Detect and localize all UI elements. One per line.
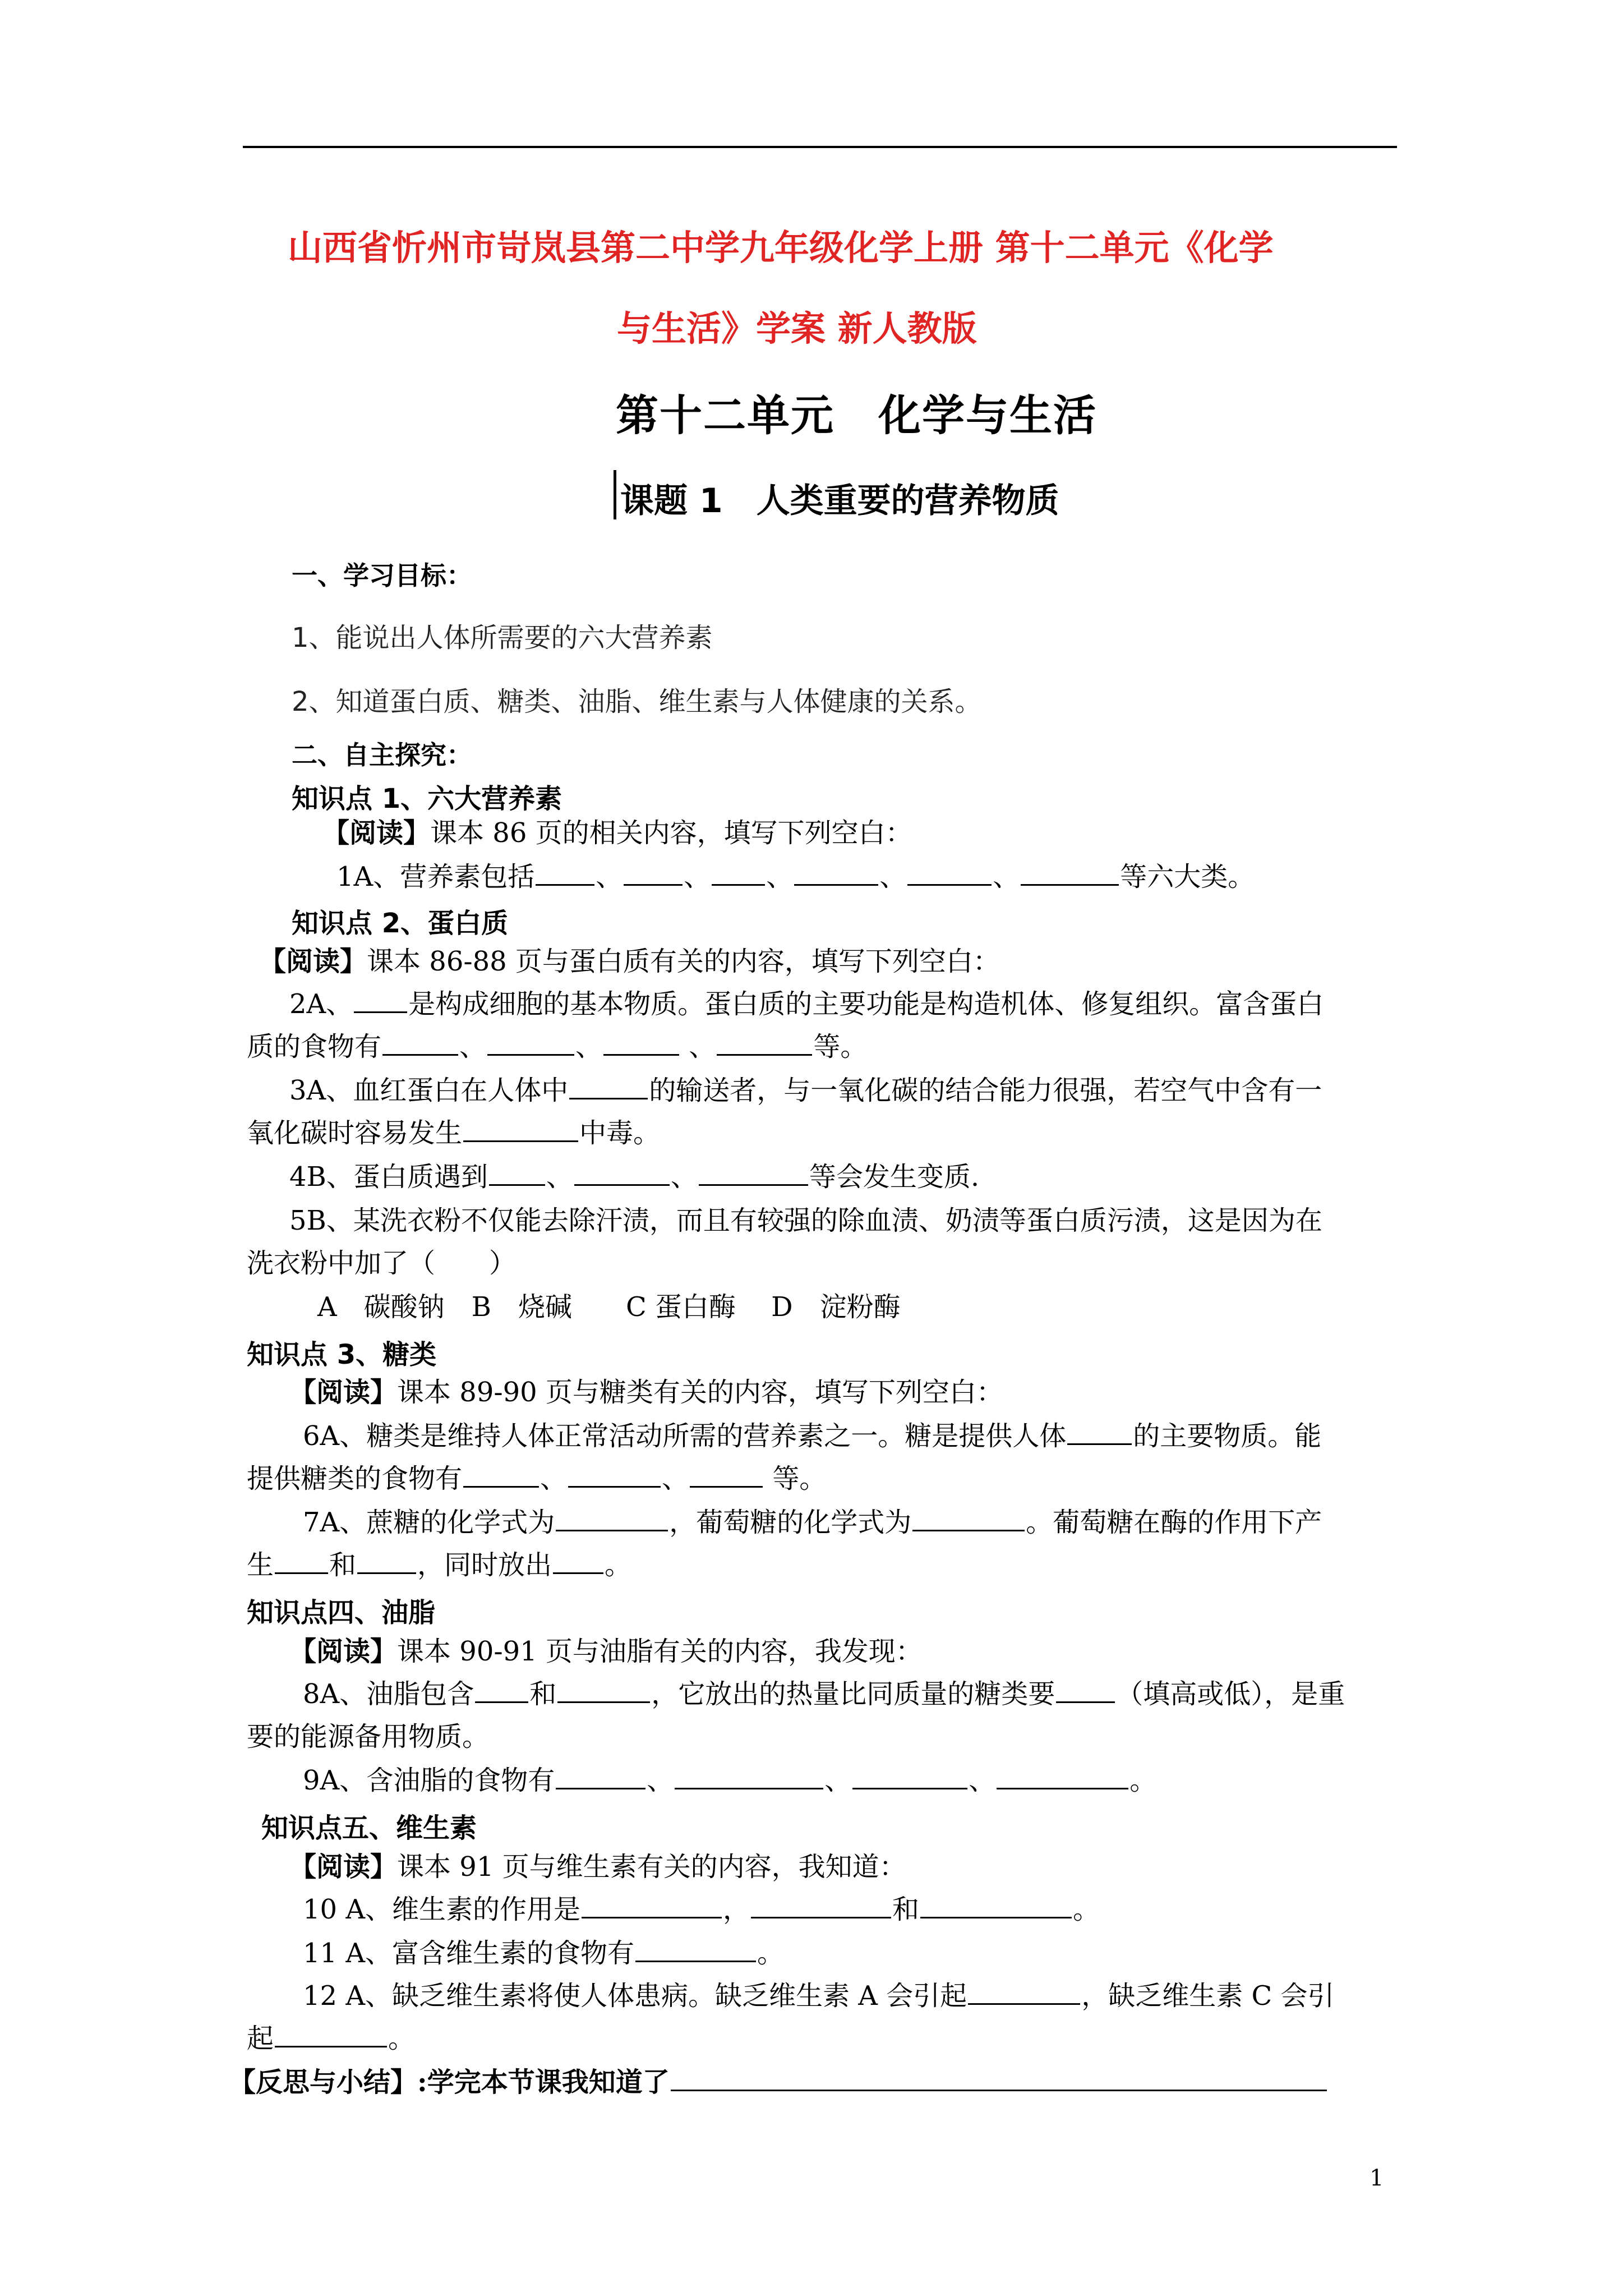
goal-2: 2、知道蛋白质、糖类、油脂、维生素与人体健康的关系。 <box>292 686 982 717</box>
q9-blank-2[interactable] <box>675 1765 823 1789</box>
q6-blank-1[interactable] <box>1067 1421 1132 1445</box>
q1-suffix: 等六大类。 <box>1120 861 1255 892</box>
q5-line2: 洗衣粉中加了（ ） <box>247 1248 517 1279</box>
q7-blank-3[interactable] <box>275 1550 328 1574</box>
q8-blank-1[interactable] <box>475 1679 528 1703</box>
q2-blank-2[interactable] <box>382 1032 458 1056</box>
q12-line2: 起 。 <box>247 2023 416 2054</box>
q7-line2: 生 和 ，同时放出 。 <box>247 1549 632 1581</box>
q2-line2: 质的食物有 、 、 、 等。 <box>247 1031 868 1062</box>
q3-blank-2[interactable] <box>463 1118 578 1142</box>
q1-blank-3[interactable] <box>712 862 765 886</box>
q6-blank-2[interactable] <box>463 1464 539 1488</box>
q3-line2: 氧化碳时容易发生 中毒。 <box>247 1117 661 1149</box>
kp5-title: 知识点五、维生素 <box>261 1812 477 1844</box>
q9-blank-4[interactable] <box>997 1765 1128 1789</box>
kp1-read <box>322 816 912 850</box>
read-text: 课本 86 页的相关内容，填写下列空白： <box>430 817 912 849</box>
summary-tag: 【反思与小结】: <box>229 2067 427 2098</box>
q9-line: 9A、含油脂的食物有 、 、 、 。 <box>303 1765 1157 1796</box>
q4-line: 4B、蛋白质遇到 、 、 等会发生变质. <box>289 1161 980 1193</box>
q2-blank-1[interactable] <box>354 989 407 1013</box>
summary-blank[interactable] <box>671 2067 1327 2091</box>
q3-line1: 3A、血红蛋白在人体中 的输送者，与一氧化碳的结合能力很强，若空气中含有一 <box>289 1075 1322 1106</box>
q5-options: A 碳酸钠 B 烧碱 C 蛋白酶 D 淀粉酶 <box>317 1291 901 1323</box>
q9-blank-3[interactable] <box>852 1765 967 1789</box>
q12-line1: 12 A、缺乏维生素将使人体患病。缺乏维生素 A 会引起 ，缺乏维生素 C 会引 <box>303 1980 1335 2012</box>
unit-heading: 第十二单元 化学与生活 <box>616 390 1097 440</box>
q1-prefix: 1A、营养素包括 <box>336 861 535 892</box>
q4-blank-3[interactable] <box>699 1162 808 1186</box>
kp2-title: 知识点 2、蛋白质 <box>292 908 509 939</box>
lesson-heading: 课题 1 人类重要的营养物质 <box>620 481 1059 521</box>
kp2-read <box>259 945 1000 978</box>
q1-blank-2[interactable] <box>624 862 683 886</box>
q7-blank-2[interactable] <box>912 1507 1025 1531</box>
q4-blank-1[interactable] <box>489 1162 545 1186</box>
document-title-line2: 与生活》学案 新人教版 <box>617 308 977 349</box>
q6-blank-4[interactable] <box>690 1464 763 1488</box>
kp4-title: 知识点四、油脂 <box>247 1597 436 1628</box>
q6-line1: 6A、糖类是维持人体正常活动所需的营养素之一。糖是提供人体 的主要物质。能 <box>303 1420 1322 1452</box>
header-rule <box>243 146 1397 148</box>
q11-blank-1[interactable] <box>635 1938 756 1962</box>
q12-blank-2[interactable] <box>275 2023 387 2047</box>
q10-blank-3[interactable] <box>920 1894 1072 1918</box>
read-tag: 【阅读】 <box>259 946 367 977</box>
q2-line1: 2A、 是构成细胞的基本物质。蛋白质的主要功能是构造机体、修复组织。富含蛋白 <box>289 988 1324 1020</box>
q3-blank-1[interactable] <box>569 1075 648 1099</box>
read-text: 课本 91 页与维生素有关的内容，我知道： <box>397 1851 906 1883</box>
q2-blank-4[interactable] <box>603 1032 679 1056</box>
read-tag: 【阅读】 <box>322 817 431 849</box>
read-text: 课本 90-91 页与油脂有关的内容，我发现： <box>397 1636 923 1667</box>
q8-line1: 8A、油脂包含 和 ，它放出的热量比同质量的糖类要 （填高或低），是重 <box>303 1678 1345 1710</box>
q4-blank-2[interactable] <box>574 1162 670 1186</box>
q7-blank-4[interactable] <box>357 1550 416 1574</box>
q2-blank-3[interactable] <box>487 1032 574 1056</box>
q1-blank-1[interactable] <box>536 862 594 886</box>
q8-blank-2[interactable] <box>557 1679 650 1703</box>
text-cursor <box>614 470 616 519</box>
q1-blank-4[interactable] <box>794 862 878 886</box>
kp1-title: 知识点 1、六大营养素 <box>292 783 562 815</box>
q7-line1: 7A、蔗糖的化学式为 ，葡萄糖的化学式为 。葡萄糖在酶的作用下产 <box>303 1507 1322 1538</box>
read-text: 课本 86-88 页与蛋白质有关的内容，填写下列空白： <box>367 946 1000 977</box>
q10-blank-2[interactable] <box>751 1894 891 1918</box>
read-tag: 【阅读】 <box>289 1851 398 1883</box>
summary-text: 学完本节课我知道了 <box>427 2067 670 2098</box>
read-tag: 【阅读】 <box>289 1636 398 1667</box>
section-explore-title: 二、自主探究： <box>292 740 472 770</box>
q1-blank-6[interactable] <box>1021 862 1119 886</box>
summary-line <box>229 2065 1328 2099</box>
q7-blank-5[interactable] <box>553 1550 603 1574</box>
q10-blank-1[interactable] <box>582 1894 722 1918</box>
kp3-read <box>289 1375 1003 1409</box>
goal-1: 1、能说出人体所需要的六大营养素 <box>292 622 713 654</box>
kp4-read <box>289 1635 923 1668</box>
kp3-title: 知识点 3、糖类 <box>247 1339 437 1370</box>
q8-line2: 要的能源备用物质。 <box>247 1721 490 1752</box>
q6-blank-3[interactable] <box>568 1464 661 1488</box>
q10-line: 10 A、维生素的作用是 ， 和 。 <box>303 1894 1100 1925</box>
q11-line: 11 A、富含维生素的食物有 。 <box>303 1938 785 1969</box>
q6-line2: 提供糖类的食物有 、 、 等。 <box>247 1463 827 1494</box>
document-title-line1: 山西省忻州市岢岚县第二中学九年级化学上册 第十二单元《化学 <box>288 227 1274 268</box>
page-number: 1 <box>1370 2165 1384 2191</box>
q1-line: 1A、营养素包括 、 、 、 、 、 等六大类。 <box>336 861 1255 892</box>
q12-blank-1[interactable] <box>968 1981 1080 2005</box>
kp5-read <box>289 1850 906 1884</box>
read-text: 课本 89-90 页与糖类有关的内容，填写下列空白： <box>397 1377 1003 1408</box>
q2-blank-5[interactable] <box>717 1032 812 1056</box>
q7-blank-1[interactable] <box>556 1507 668 1531</box>
q8-blank-3[interactable] <box>1056 1679 1115 1703</box>
q1-blank-5[interactable] <box>907 862 992 886</box>
section-goals-title: 一、学习目标： <box>292 560 472 591</box>
q5-line1: 5B、某洗衣粉不仅能去除汗渍，而且有较强的除血渍、奶渍等蛋白质污渍，这是因为在 <box>289 1205 1322 1236</box>
read-tag: 【阅读】 <box>289 1377 398 1408</box>
q9-blank-1[interactable] <box>556 1765 645 1789</box>
